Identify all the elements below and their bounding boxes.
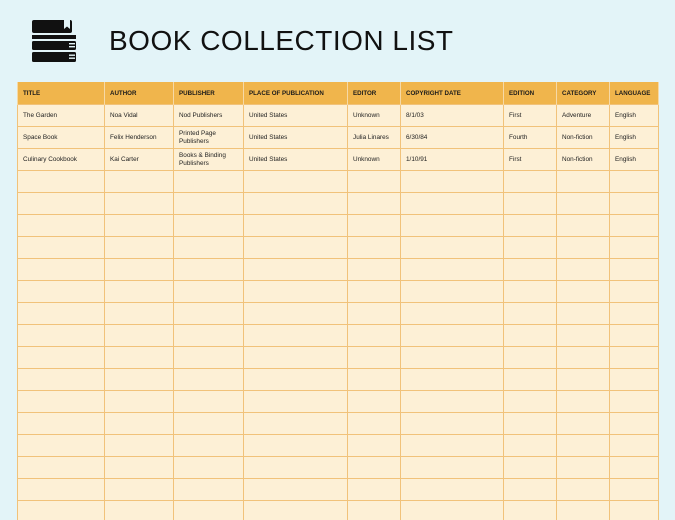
cell-copyright-date[interactable] xyxy=(401,413,504,435)
table-row xyxy=(18,193,659,215)
cell-copyright-date[interactable] xyxy=(401,215,504,237)
cell-title[interactable] xyxy=(18,413,105,435)
cell-edition[interactable] xyxy=(504,259,557,281)
cell-language[interactable]: English xyxy=(610,127,659,149)
cell-category[interactable] xyxy=(557,501,610,520)
cell-place-of-publication[interactable] xyxy=(244,281,348,303)
cell-title[interactable] xyxy=(18,237,105,259)
cell-title[interactable] xyxy=(18,193,105,215)
cell-copyright-date[interactable] xyxy=(401,501,504,520)
cell-place-of-publication[interactable]: United States xyxy=(244,127,348,149)
cell-copyright-date[interactable] xyxy=(401,281,504,303)
cell-edition[interactable] xyxy=(504,391,557,413)
cell-publisher[interactable] xyxy=(174,237,244,259)
cell-title[interactable] xyxy=(18,391,105,413)
cell-category[interactable]: Adventure xyxy=(557,105,610,127)
cell-author[interactable] xyxy=(105,171,174,193)
cell-category[interactable] xyxy=(557,391,610,413)
cell-place-of-publication[interactable] xyxy=(244,435,348,457)
cell-edition[interactable] xyxy=(504,457,557,479)
cell-author[interactable]: Felix Henderson xyxy=(105,127,174,149)
cell-copyright-date[interactable] xyxy=(401,479,504,501)
cell-author[interactable] xyxy=(105,413,174,435)
cell-language[interactable] xyxy=(610,281,659,303)
table-row xyxy=(18,215,659,237)
cell-language[interactable] xyxy=(610,413,659,435)
cell-category[interactable] xyxy=(557,479,610,501)
cell-category[interactable] xyxy=(557,193,610,215)
cell-editor[interactable] xyxy=(348,479,401,501)
cell-place-of-publication[interactable] xyxy=(244,457,348,479)
cell-title[interactable] xyxy=(18,215,105,237)
cell-edition[interactable] xyxy=(504,501,557,520)
cell-place-of-publication[interactable] xyxy=(244,259,348,281)
cell-publisher[interactable] xyxy=(174,215,244,237)
cell-edition[interactable] xyxy=(504,281,557,303)
cell-category[interactable] xyxy=(557,435,610,457)
cell-copyright-date[interactable] xyxy=(401,369,504,391)
cell-copyright-date[interactable]: 6/30/84 xyxy=(401,127,504,149)
cell-category[interactable] xyxy=(557,347,610,369)
cell-editor[interactable]: Unknown xyxy=(348,105,401,127)
cell-place-of-publication[interactable] xyxy=(244,325,348,347)
table-row xyxy=(18,391,659,413)
cell-title[interactable] xyxy=(18,457,105,479)
cell-copyright-date[interactable] xyxy=(401,457,504,479)
cell-editor[interactable] xyxy=(348,391,401,413)
cell-title[interactable] xyxy=(18,325,105,347)
cell-edition[interactable] xyxy=(504,303,557,325)
cell-edition[interactable] xyxy=(504,479,557,501)
cell-language[interactable] xyxy=(610,193,659,215)
cell-category[interactable] xyxy=(557,237,610,259)
cell-edition[interactable]: First xyxy=(504,105,557,127)
cell-copyright-date[interactable] xyxy=(401,171,504,193)
cell-edition[interactable]: First xyxy=(504,149,557,171)
cell-editor[interactable] xyxy=(348,215,401,237)
cell-author[interactable] xyxy=(105,325,174,347)
cell-title[interactable] xyxy=(18,171,105,193)
cell-edition[interactable] xyxy=(504,237,557,259)
cell-category[interactable] xyxy=(557,171,610,193)
cell-place-of-publication[interactable] xyxy=(244,303,348,325)
cell-title[interactable]: Culinary Cookbook xyxy=(18,149,105,171)
cell-editor[interactable] xyxy=(348,347,401,369)
cell-category[interactable] xyxy=(557,325,610,347)
cell-title[interactable] xyxy=(18,281,105,303)
table-row xyxy=(18,501,659,520)
cell-editor[interactable] xyxy=(348,281,401,303)
cell-edition[interactable] xyxy=(504,325,557,347)
cell-publisher[interactable] xyxy=(174,369,244,391)
cell-editor[interactable]: Julia Linares xyxy=(348,127,401,149)
cell-editor[interactable] xyxy=(348,303,401,325)
cell-language[interactable] xyxy=(610,171,659,193)
cell-edition[interactable] xyxy=(504,347,557,369)
cell-editor[interactable] xyxy=(348,369,401,391)
column-header-title: TITLE xyxy=(18,82,105,105)
cell-publisher[interactable] xyxy=(174,391,244,413)
table-row xyxy=(18,457,659,479)
cell-language[interactable] xyxy=(610,435,659,457)
cell-editor[interactable] xyxy=(348,259,401,281)
page-title: BOOK COLLECTION LIST xyxy=(109,25,454,56)
cell-copyright-date[interactable]: 8/1/03 xyxy=(401,105,504,127)
cell-language[interactable] xyxy=(610,391,659,413)
cell-place-of-publication[interactable] xyxy=(244,413,348,435)
cell-place-of-publication[interactable] xyxy=(244,237,348,259)
cell-category[interactable] xyxy=(557,281,610,303)
cell-publisher[interactable] xyxy=(174,325,244,347)
column-header-author: AUTHOR xyxy=(105,82,174,105)
cell-language[interactable] xyxy=(610,237,659,259)
cell-language[interactable] xyxy=(610,457,659,479)
table-row xyxy=(18,259,659,281)
table-row xyxy=(18,369,659,391)
column-header-edition: EDITION xyxy=(504,82,557,105)
book-stack-icon xyxy=(30,17,78,65)
cell-editor[interactable]: Unknown xyxy=(348,149,401,171)
cell-title[interactable] xyxy=(18,435,105,457)
table-row xyxy=(18,149,659,171)
table-body xyxy=(18,105,659,520)
cell-author[interactable] xyxy=(105,237,174,259)
cell-author[interactable] xyxy=(105,501,174,520)
cell-author[interactable] xyxy=(105,435,174,457)
cell-place-of-publication[interactable] xyxy=(244,171,348,193)
cell-editor[interactable] xyxy=(348,501,401,520)
cell-language[interactable]: English xyxy=(610,149,659,171)
cell-author[interactable] xyxy=(105,369,174,391)
cell-author[interactable]: Kai Carter xyxy=(105,149,174,171)
cell-author[interactable] xyxy=(105,347,174,369)
column-header-publisher: PUBLISHER xyxy=(174,82,244,105)
cell-author[interactable] xyxy=(105,215,174,237)
cell-author[interactable] xyxy=(105,457,174,479)
column-header-editor: EDITOR xyxy=(348,82,401,105)
cell-publisher[interactable]: Printed Page Publishers xyxy=(174,127,244,149)
cell-edition[interactable] xyxy=(504,413,557,435)
cell-editor[interactable] xyxy=(348,457,401,479)
cell-publisher[interactable] xyxy=(174,457,244,479)
cell-copyright-date[interactable] xyxy=(401,391,504,413)
table-row xyxy=(18,413,659,435)
cell-language[interactable]: English xyxy=(610,105,659,127)
cell-edition[interactable] xyxy=(504,171,557,193)
cell-editor[interactable] xyxy=(348,171,401,193)
cell-author[interactable] xyxy=(105,259,174,281)
cell-category[interactable] xyxy=(557,369,610,391)
cell-title[interactable] xyxy=(18,303,105,325)
cell-place-of-publication[interactable]: United States xyxy=(244,149,348,171)
cell-category[interactable] xyxy=(557,457,610,479)
cell-author[interactable]: Noa Vidal xyxy=(105,105,174,127)
cell-author[interactable] xyxy=(105,391,174,413)
cell-author[interactable] xyxy=(105,479,174,501)
cell-publisher[interactable] xyxy=(174,435,244,457)
cell-copyright-date[interactable] xyxy=(401,237,504,259)
cell-publisher[interactable] xyxy=(174,413,244,435)
cell-editor[interactable] xyxy=(348,413,401,435)
cell-author[interactable] xyxy=(105,281,174,303)
cell-publisher[interactable]: Books & Binding Publishers xyxy=(174,149,244,171)
cell-category[interactable] xyxy=(557,259,610,281)
cell-place-of-publication[interactable] xyxy=(244,193,348,215)
table-row xyxy=(18,325,659,347)
cell-publisher[interactable] xyxy=(174,501,244,520)
cell-place-of-publication[interactable]: United States xyxy=(244,105,348,127)
table-row xyxy=(18,171,659,193)
cell-category[interactable]: Non-fiction xyxy=(557,127,610,149)
table-row xyxy=(18,347,659,369)
cell-title[interactable] xyxy=(18,369,105,391)
cell-language[interactable] xyxy=(610,215,659,237)
cell-author[interactable] xyxy=(105,303,174,325)
column-header-category: CATEGORY xyxy=(557,82,610,105)
cell-copyright-date[interactable] xyxy=(401,325,504,347)
table-header xyxy=(18,82,659,105)
cell-title[interactable] xyxy=(18,501,105,520)
cell-copyright-date[interactable] xyxy=(401,193,504,215)
cell-place-of-publication[interactable] xyxy=(244,347,348,369)
cell-language[interactable] xyxy=(610,259,659,281)
cell-publisher[interactable] xyxy=(174,303,244,325)
table-row xyxy=(18,435,659,457)
column-header-place-of-publication: PLACE OF PUBLICATION xyxy=(244,82,348,105)
cell-language[interactable] xyxy=(610,347,659,369)
cell-place-of-publication[interactable] xyxy=(244,391,348,413)
cell-place-of-publication[interactable] xyxy=(244,369,348,391)
cell-publisher[interactable]: Nod Publishers xyxy=(174,105,244,127)
cell-editor[interactable] xyxy=(348,193,401,215)
cell-publisher[interactable] xyxy=(174,193,244,215)
table-row xyxy=(18,127,659,149)
cell-publisher[interactable] xyxy=(174,347,244,369)
cell-author[interactable] xyxy=(105,193,174,215)
cell-editor[interactable] xyxy=(348,237,401,259)
cell-edition[interactable] xyxy=(504,215,557,237)
cell-publisher[interactable] xyxy=(174,479,244,501)
cell-title[interactable] xyxy=(18,347,105,369)
cell-category[interactable]: Non-fiction xyxy=(557,149,610,171)
cell-place-of-publication[interactable] xyxy=(244,215,348,237)
cell-copyright-date[interactable] xyxy=(401,347,504,369)
column-header-copyright-date: COPYRIGHT DATE xyxy=(401,82,504,105)
cell-title[interactable] xyxy=(18,259,105,281)
cell-edition[interactable]: Fourth xyxy=(504,127,557,149)
table-row xyxy=(18,105,659,127)
cell-place-of-publication[interactable] xyxy=(244,501,348,520)
cell-language[interactable] xyxy=(610,501,659,520)
table-row xyxy=(18,281,659,303)
column-header-language: LANGUAGE xyxy=(610,82,659,105)
cell-edition[interactable] xyxy=(504,435,557,457)
cell-title[interactable]: The Garden xyxy=(18,105,105,127)
cell-edition[interactable] xyxy=(504,369,557,391)
cell-publisher[interactable] xyxy=(174,171,244,193)
cell-copyright-date[interactable] xyxy=(401,303,504,325)
cell-language[interactable] xyxy=(610,479,659,501)
cell-publisher[interactable] xyxy=(174,259,244,281)
table-row xyxy=(18,303,659,325)
table-row xyxy=(18,479,659,501)
cell-copyright-date[interactable] xyxy=(401,259,504,281)
cell-copyright-date[interactable] xyxy=(401,435,504,457)
cell-title[interactable] xyxy=(18,479,105,501)
header-row xyxy=(18,82,659,105)
cell-category[interactable] xyxy=(557,303,610,325)
cell-copyright-date[interactable]: 1/10/91 xyxy=(401,149,504,171)
document-header xyxy=(30,16,454,66)
table-row xyxy=(18,237,659,259)
cell-category[interactable] xyxy=(557,413,610,435)
cell-category[interactable] xyxy=(557,215,610,237)
cell-editor[interactable] xyxy=(348,325,401,347)
cell-title[interactable]: Space Book xyxy=(18,127,105,149)
cell-publisher[interactable] xyxy=(174,281,244,303)
cell-edition[interactable] xyxy=(504,193,557,215)
cell-place-of-publication[interactable] xyxy=(244,479,348,501)
cell-editor[interactable] xyxy=(348,435,401,457)
cell-language[interactable] xyxy=(610,303,659,325)
cell-language[interactable] xyxy=(610,325,659,347)
cell-language[interactable] xyxy=(610,369,659,391)
book-collection-table xyxy=(17,82,659,520)
